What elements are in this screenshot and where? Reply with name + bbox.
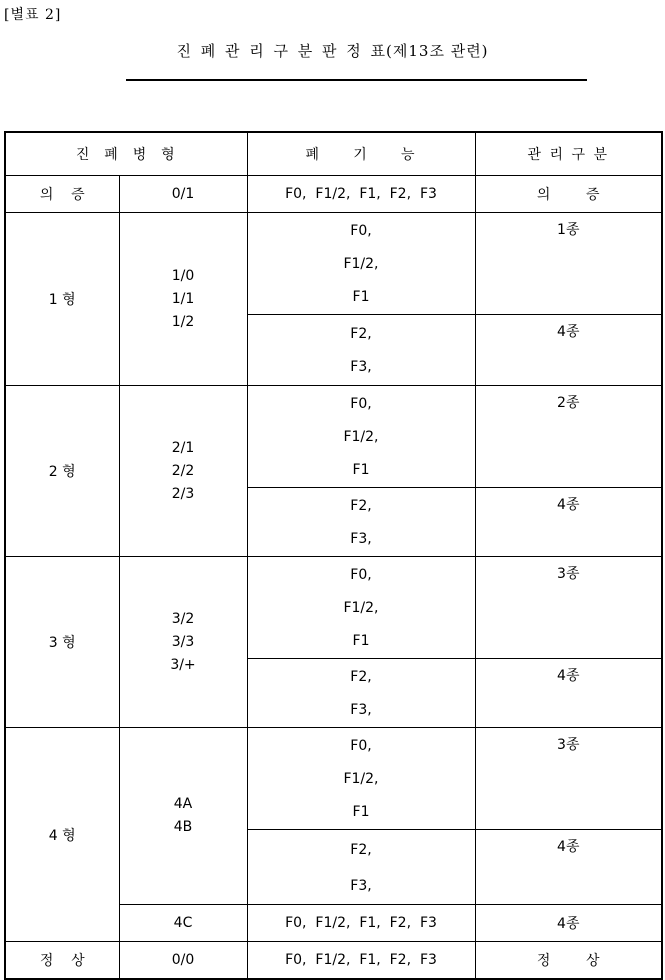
type-1-class-a: 1종 — [475, 213, 662, 315]
code: 3/+ — [170, 656, 196, 673]
page-title — [0, 40, 665, 61]
code: 1/2 — [171, 313, 195, 330]
type-2-class-b: 4종 — [475, 488, 662, 557]
code: 4A — [173, 796, 193, 812]
type-3-codes — [119, 557, 247, 728]
suspect-label: 의 증 — [5, 176, 119, 213]
function-value: F0, — [350, 396, 372, 412]
type-4-function-b — [247, 830, 475, 905]
type-4-function-a — [247, 728, 475, 830]
title-reference: (제13조 관련) — [386, 42, 489, 60]
row-type-2-a — [5, 386, 662, 488]
suspect-code: 0/1 — [119, 176, 247, 213]
function-value: F3, — [350, 359, 372, 375]
function-value: F3, — [350, 531, 372, 547]
function-value: F1 — [352, 462, 370, 478]
function-value: F2, — [350, 842, 372, 858]
type-2-function-a — [247, 386, 475, 488]
suspect-function: F0, F1/2, F1, F2, F3 — [247, 176, 475, 213]
function-value: F0, — [350, 223, 372, 239]
function-value: F3, — [350, 702, 372, 718]
type-1-function-a — [247, 213, 475, 315]
classification-table — [4, 131, 663, 980]
function-value: F1/2, — [343, 429, 379, 445]
code: 3/3 — [171, 633, 195, 650]
type-3-function-b — [247, 659, 475, 728]
type-3-class-b: 4종 — [475, 659, 662, 728]
function-value: F2, — [350, 669, 372, 685]
type-1-codes — [119, 213, 247, 386]
type-2-label: 2 형 — [5, 386, 119, 557]
normal-label: 정 상 — [5, 942, 119, 980]
row-suspect — [5, 176, 662, 213]
normal-class: 정 상 — [475, 942, 662, 980]
function-value: F0, — [350, 567, 372, 583]
type-4-class-b: 4종 — [475, 830, 662, 905]
type-1-function-b — [247, 315, 475, 386]
code: 4B — [173, 819, 193, 835]
annex-tag: [별표 2] — [4, 7, 62, 23]
function-value: F1/2, — [343, 771, 379, 787]
type-4-extra-class: 4종 — [475, 905, 662, 942]
function-value: F0, — [350, 738, 372, 754]
type-2-codes — [119, 386, 247, 557]
code: 2/2 — [171, 462, 195, 479]
normal-function: F0, F1/2, F1, F2, F3 — [247, 942, 475, 980]
function-value: F2, — [350, 498, 372, 514]
function-value: F1 — [352, 804, 370, 820]
type-4-codes — [119, 728, 247, 905]
title-underline — [126, 79, 587, 81]
header-row — [5, 132, 662, 176]
normal-code: 0/0 — [119, 942, 247, 980]
type-4-extra-function: F0, F1/2, F1, F2, F3 — [247, 905, 475, 942]
row-normal — [5, 942, 662, 980]
title-main: 진 폐 관 리 구 분 판 정 표 — [176, 42, 387, 60]
type-4-extra-code: 4C — [119, 905, 247, 942]
header-function: 폐 기 능 — [247, 132, 475, 176]
type-3-label: 3 형 — [5, 557, 119, 728]
header-type: 진 폐 병 형 — [5, 132, 247, 176]
type-2-class-a: 2종 — [475, 386, 662, 488]
row-type-4-a — [5, 728, 662, 830]
type-1-label: 1 형 — [5, 213, 119, 386]
code: 3/2 — [171, 610, 195, 627]
function-value: F1/2, — [343, 256, 379, 272]
row-type-3-a — [5, 557, 662, 659]
function-value: F2, — [350, 326, 372, 342]
type-3-class-a: 3종 — [475, 557, 662, 659]
function-value: F1 — [352, 633, 370, 649]
code: 1/1 — [171, 290, 195, 307]
type-2-function-b — [247, 488, 475, 557]
row-type-1-a — [5, 213, 662, 315]
code: 2/1 — [171, 439, 195, 456]
type-3-function-a — [247, 557, 475, 659]
function-value: F1 — [352, 289, 370, 305]
type-1-class-b: 4종 — [475, 315, 662, 386]
function-value: F1/2, — [343, 600, 379, 616]
function-value: F3, — [350, 878, 372, 894]
type-4-label: 4 형 — [5, 728, 119, 942]
code: 2/3 — [171, 485, 195, 502]
header-class: 관 리 구 분 — [475, 132, 662, 176]
code: 1/0 — [171, 267, 195, 284]
suspect-class: 의 증 — [475, 176, 662, 213]
type-4-class-a: 3종 — [475, 728, 662, 830]
